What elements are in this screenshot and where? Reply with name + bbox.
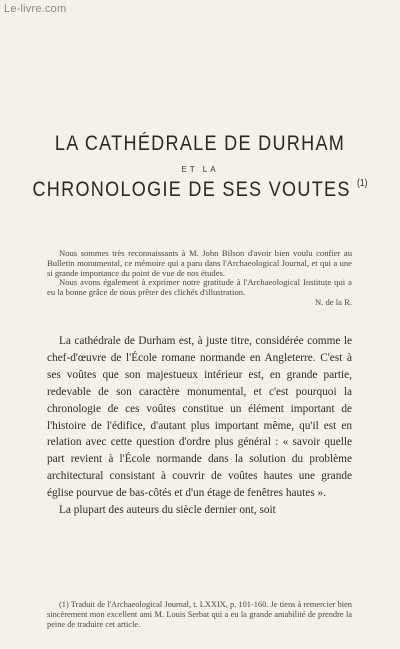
body-paragraph-1: La cathédrale de Durham est, à juste titre, considérée comme le chef-d'œuvre de l'École romane normande en Angleterre. C'est à ses voûtes que son majestueux intérieur est, en grande partie, redevable de son caractère monumental, et c'est pourquoi la chronologie de ces voûtes constitue un élément important de l'histoire de l'édifice, d'autant plus important même, qu'il est en relation avec cette question d'ordre plus général : « savoir quelle part revient à l'École normande dans la solution du problème architectural consistant à couvrir de voûtes hautes une grande église pourvue de bas-côtés et d'un étage de fenêtres hautes ».: [47, 335, 352, 500]
title-footnote-mark: (1): [357, 178, 368, 189]
title-line-2: [28, 178, 372, 202]
title-conjunction: ET LA: [181, 165, 219, 174]
title-line-1: LA CATHÉDRALE DE DURHAM: [54, 132, 346, 155]
footnote: [47, 600, 352, 630]
article-body: [47, 333, 352, 519]
watermark: Le-livre.com: [4, 3, 67, 15]
note-paragraph-2: Nous avons également à exprimer notre gratitude à l'Archaeological Institute qui a eu la bonne grâce de nous prêter des clichés d'illustration.: [47, 277, 352, 298]
note-signature: N. de la R.: [315, 296, 352, 307]
note-paragraph-1: Nous sommes très reconnaissants à M. John Bilson d'avoir bien voulu confier au Bulletin monumental, ce mémoire qui a paru dans l'Archaeological Journal, et qui a une si grande importance du point de vue de nos études.: [47, 248, 352, 278]
footnote-text: (1) Traduit de l'Archaeological Journal, t. LXXIX, p. 101-160. Je tiens à remercier bien sincèrement mon excellent ami M. Louis Serbat qui a eu la grande amabilité de prendre la peine de traduire cet article.: [47, 600, 352, 629]
editorial-note: [47, 249, 352, 308]
body-paragraph-2: La plupart des auteurs du siècle dernier ont, soit: [59, 504, 276, 517]
title-line-2-text: CHRONOLOGIE DE SES VOUTES: [32, 178, 351, 201]
footnote-separator: [47, 596, 352, 597]
